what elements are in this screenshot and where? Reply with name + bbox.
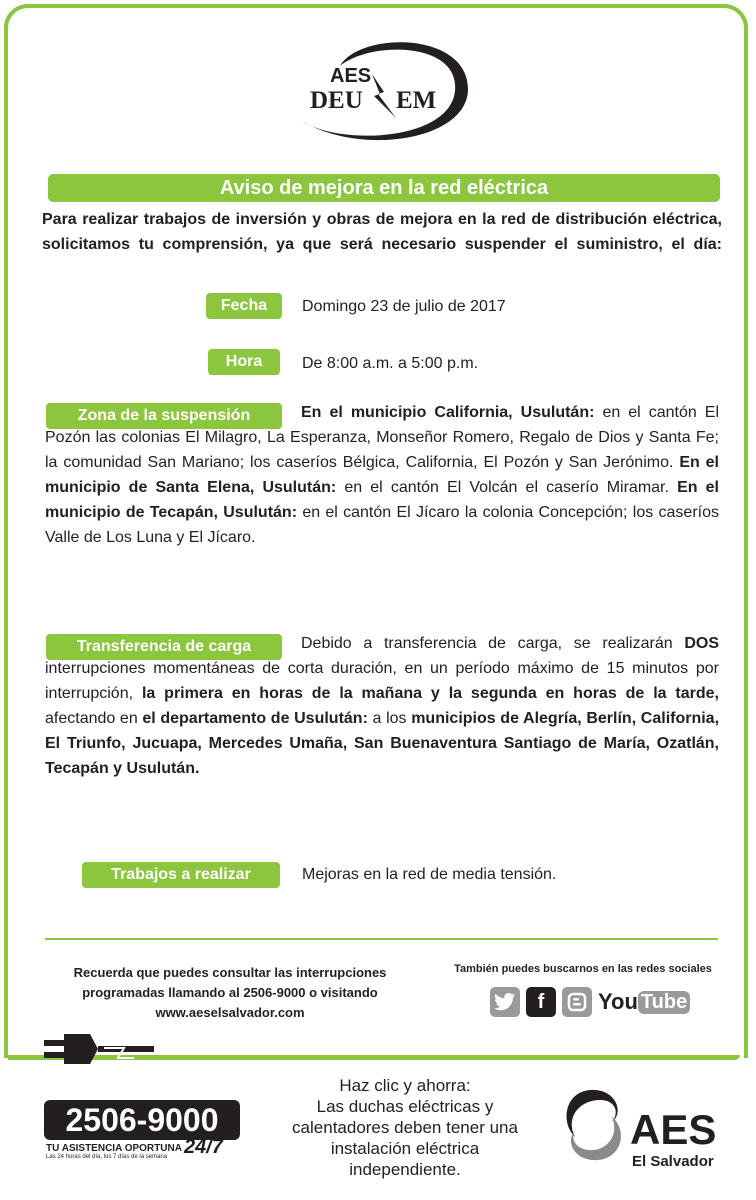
logo-aes-text: AES [330,65,372,87]
transferencia-bold-1: DOS [684,635,719,652]
hora-label: Hora [208,349,280,375]
trabajos-label: Trabajos a realizar [82,862,280,888]
promo-line-4: instalación eléctrica [330,1139,480,1158]
contact-line-1: Recuerda que puedes consultar las interrupciones [73,965,387,980]
transferencia-part-2: interrupciones momentáneas de corta duración, en un período máximo de 15 minutos por interrupción, [45,660,719,702]
promo-text [265,1075,545,1180]
social-icons [490,986,690,1018]
phone-number[interactable]: 2506-9000 [44,1100,240,1140]
phone-tagline: TU ASISTENCIA OPORTUNA [46,1143,182,1154]
phone-hours: 24/7 [184,1136,223,1158]
zona-municipio-3: En el municipio de Tecapán, Usulután: [45,479,719,521]
promo-line-2: Las duchas eléctricas y [316,1097,494,1116]
phone-hours-detail: Las 24 horas del día, los 7 días de la semana [46,1154,168,1160]
zona-detalle-3: en el cantón El Jícaro la colonia Concepción; los caseríos Valle de Los Luna y El Jícaro. [45,504,719,546]
facebook-icon[interactable]: f [526,987,556,1017]
aes-deusem-logo [300,36,470,148]
zona-detalle-1: en el cantón El Pozón las colonias El Milagro, La Esperanza, Monseñor Romero, Regalo de Dios y Santa Fe; la comunidad San Mariano; los caseríos Bélgica, California, El Pozón y San Jerónimo. [45,404,719,471]
logo-em-text: EM [396,87,437,114]
contact-line-2: programadas llamando al 2506-9000 o visitando [82,985,378,1000]
transferencia-label: Transferencia de carga [46,634,282,660]
transferencia-bold-4: municipios de Alegría, Berlín, California, El Triunfo, Jucuapa, Mercedes Umaña, San Buenaventura Santiago de María, Ozatlán, Tecapán y Usulután. [45,710,720,777]
intro-text: Para realizar trabajos de inversión y obras de mejora en la red de distribución eléctrica, solicitamos tu comprensión, ya que será necesario suspender el suministro, el día: [42,211,722,253]
transferencia-bold-3: el departamento de Usulután: [142,710,368,727]
zona-label: Zona de la suspensión [46,403,282,429]
website-link[interactable]: www.aeselsalvador.com [155,1005,305,1020]
promo-line-5: independiente. [349,1160,461,1179]
aes-el-salvador-logo [560,1082,730,1172]
contact-info [40,963,420,1023]
trabajos-value: Mejoras en la red de media tensión. [302,866,557,883]
zona-municipio-2: En el municipio de Santa Elena, Usulután: [45,454,719,496]
zona-detalle-2: en el cantón El Volcán el caserío Miramar. [336,479,678,496]
promo-line-1: Haz clic y ahorra: [339,1076,471,1095]
fecha-value: Domingo 23 de julio de 2017 [302,298,506,315]
transferencia-bold-2: la primera en horas de la mañana y la segunda en horas de la tarde, [141,685,719,702]
section-divider [45,938,718,940]
zona-text [45,400,719,550]
aes-logo-text: AES [630,1106,717,1153]
blogger-icon[interactable] [562,987,592,1017]
zona-municipio-1: En el municipio California, Usulután: [301,404,595,421]
fecha-label: Fecha [206,293,282,319]
youtube-icon[interactable] [598,989,690,1015]
logo-deu-text: DEU [310,87,363,114]
lightning-bolt-icon [372,74,396,118]
transferencia-part-1: Debido a transferencia de carga, se realizarán [301,635,685,652]
aes-logo-country: El Salvador [632,1153,714,1170]
transferencia-part-3: afectando en [45,710,143,727]
hora-value: De 8:00 a.m. a 5:00 p.m. [302,355,479,372]
youtube-you: You [598,989,638,1014]
transferencia-part-4: a los [367,710,412,727]
promo-line-3: calentadores deben tener una [292,1118,518,1137]
twitter-icon[interactable] [490,987,520,1017]
social-label: También puedes buscarnos en las redes sociales [454,963,712,975]
transferencia-text [45,631,719,781]
youtube-tube: Tube [638,991,690,1014]
notice-title: Aviso de mejora en la red eléctrica [48,174,720,202]
power-plug-icon [44,1032,154,1066]
